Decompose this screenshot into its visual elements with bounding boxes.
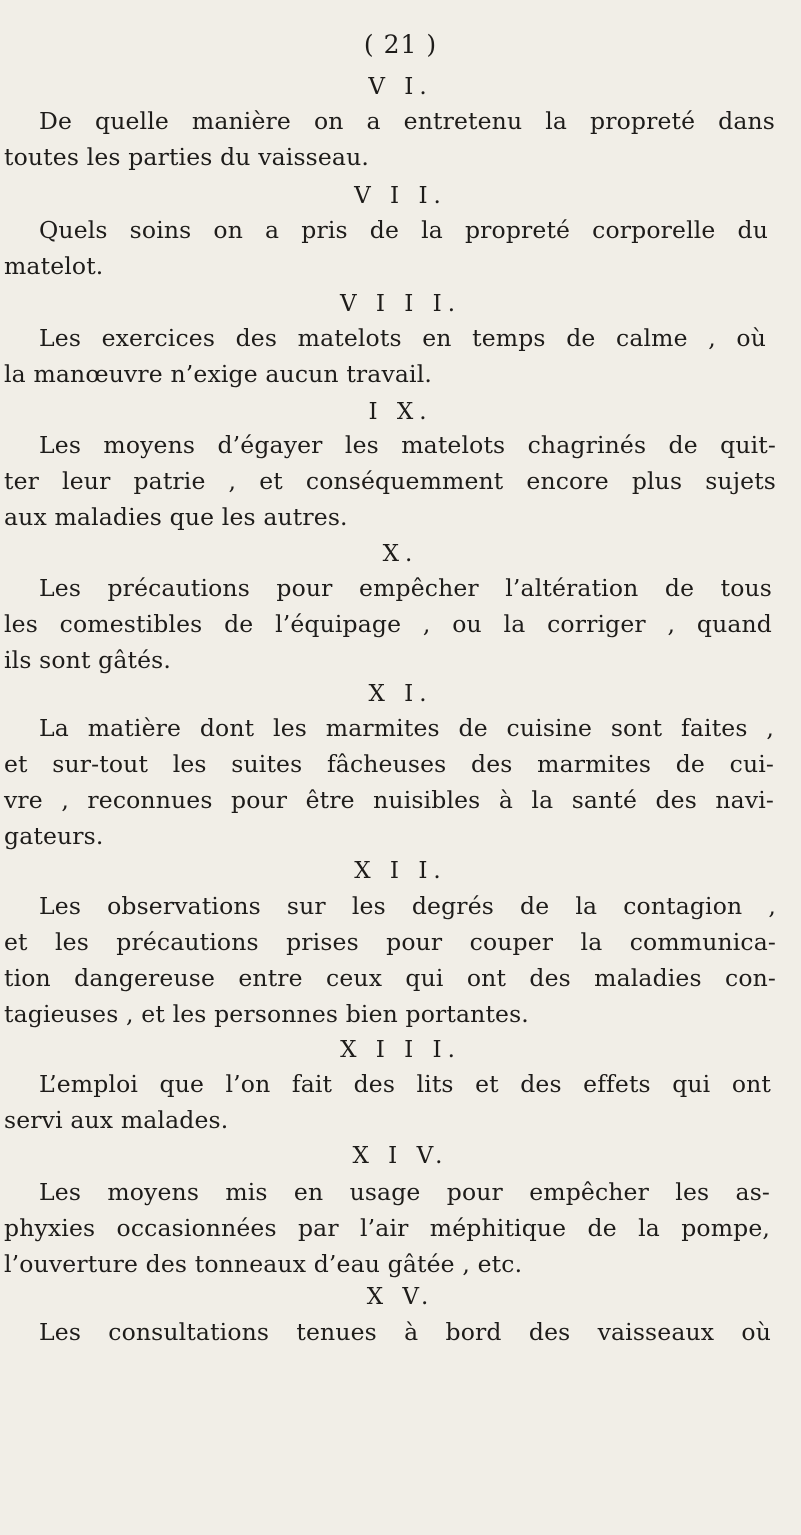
section-paragraph-viii	[4, 320, 766, 392]
section-numeral-x: X.	[382, 541, 419, 567]
text-line: tion dangereuse entre ceux qui ont des maladies con-	[4, 964, 776, 992]
text-line: ter leur patrie , et conséquemment encore plus sujets	[4, 467, 776, 495]
text-line: Les précautions pour empêcher l’altération de tous	[39, 574, 772, 602]
text-line: Les observations sur les degrés de la contagion ,	[39, 892, 776, 920]
text-line: De quelle manière on a entretenu la propreté dans	[39, 107, 775, 135]
text-line: Les moyens mis en usage pour empêcher les as-	[39, 1178, 770, 1206]
text-line: aux maladies que les autres.	[4, 503, 348, 531]
section-numeral-xiii: X I I I.	[340, 1037, 461, 1063]
section-paragraph-xiii	[4, 1066, 771, 1138]
text-line: La matière dont les marmites de cuisine sont faites ,	[39, 714, 774, 742]
page-number: ( 21 )	[363, 30, 438, 59]
text-line: ils sont gâtés.	[4, 646, 172, 674]
section-numeral-xii: X I I.	[354, 858, 447, 884]
text-line: phyxies occasionnées par l’air méphitique de la pompe,	[4, 1214, 770, 1242]
text-line: servi aux malades.	[4, 1106, 229, 1134]
text-line: Les exercices des matelots en temps de calme , où	[39, 324, 766, 352]
section-paragraph-ix	[4, 427, 776, 535]
text-line: matelot.	[4, 252, 104, 280]
text-line: l’ouverture des tonneaux d’eau gâtée , etc.	[4, 1250, 523, 1278]
text-line: Les consultations tenues à bord des vaisseaux où	[39, 1318, 771, 1346]
section-paragraph-xii	[4, 888, 776, 1032]
section-numeral-vi: V I.	[368, 74, 433, 100]
section-numeral-xiv: X I V.	[352, 1143, 449, 1169]
text-line: Les moyens d’égayer les matelots chagrinés de quit-	[39, 431, 776, 459]
text-line: gateurs.	[4, 822, 104, 850]
section-numeral-vii: V I I.	[354, 183, 447, 209]
text-line: et sur-tout les suites fâcheuses des marmites de cui-	[4, 750, 774, 778]
text-line: la manœuvre n’exige aucun travail.	[4, 360, 433, 388]
section-paragraph-x	[4, 570, 772, 678]
text-line: toutes les parties du vaisseau.	[4, 143, 369, 171]
text-line: vre , reconnues pour être nuisibles à la santé des navi-	[4, 786, 774, 814]
section-numeral-xv: X V.	[366, 1284, 435, 1310]
text-line: Quels soins on a pris de la propreté corporelle du	[39, 216, 768, 244]
text-line: et les précautions prises pour couper la communica-	[4, 928, 776, 956]
text-line: tagieuses , et les personnes bien portantes.	[4, 1000, 529, 1028]
section-numeral-viii: V I I I.	[339, 291, 462, 317]
section-paragraph-xiv	[4, 1174, 770, 1282]
section-numeral-xi: X I.	[368, 681, 433, 707]
section-paragraph-xv	[4, 1314, 771, 1350]
section-numeral-ix: I X.	[368, 399, 433, 425]
section-paragraph-vi	[4, 103, 775, 175]
section-paragraph-vii	[4, 212, 768, 284]
text-line: les comestibles de l’équipage , ou la corriger , quand	[4, 610, 772, 638]
section-paragraph-xi	[4, 710, 774, 854]
text-line: L’emploi que l’on fait des lits et des effets qui ont	[39, 1070, 771, 1098]
